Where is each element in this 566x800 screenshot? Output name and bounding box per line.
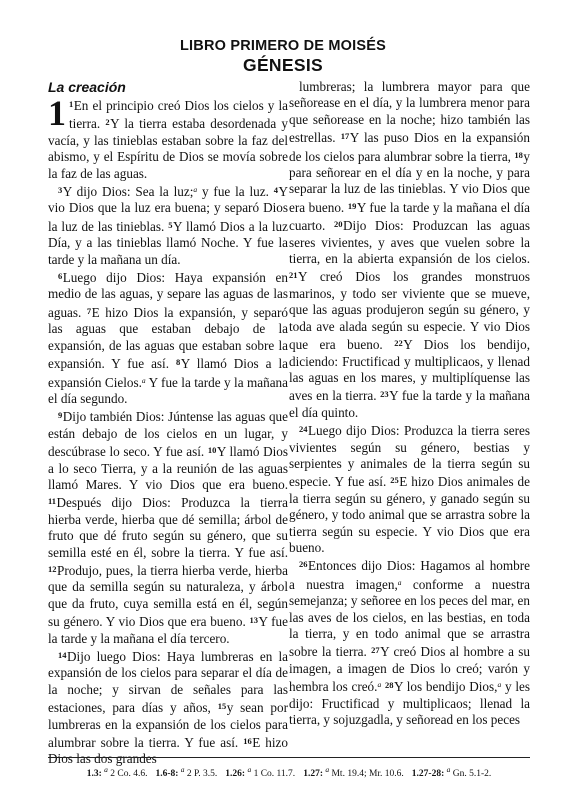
paragraph	[48, 647, 288, 768]
verse-text: Y creó Dios los grandes monstruos marinos, y todo ser viviente que se mueve, que las aguas produjeron según su género, y toda ave alada según su especie. Y vio Dios que era bueno.	[289, 269, 530, 353]
verse-text: Y los bendijo Dios,	[393, 679, 498, 695]
paragraph	[289, 79, 530, 421]
footnote-marker: a	[497, 680, 502, 690]
paragraph	[48, 182, 288, 268]
verse-text: Dijo Dios: Produzcan las aguas seres vivientes, y aves que vuelen sobre la tierra, en la abierta expansión de los cielos.	[289, 218, 531, 267]
book-title: LIBRO PRIMERO DE MOISÉS	[179, 38, 386, 54]
footnote-marker: a	[397, 577, 402, 587]
paragraph	[48, 407, 288, 647]
verse-number: 23	[380, 389, 389, 400]
verse-text: lumbreras; la lumbrera mayor para que señorease en el día, y la lumbrera menor para que señorease en la noche; hizo también las estrellas.	[289, 79, 530, 146]
verse-text: Después dijo Dios: Produzca la tierra hierba verde, hierba que dé semilla; árbol de fruto que dé fruto según su género, que su semilla esté en él, sobre la tierra. Y fue así.	[48, 495, 288, 560]
verse-text: Entonces dijo Dios: Hagamos al hombre a nuestra imagen,	[289, 558, 530, 592]
footnote-marker: a	[247, 765, 252, 774]
verse-text: Y fue la tarde y la mañana el día quinto.	[289, 388, 530, 420]
footnote-text: Gn. 5.1-2.	[452, 769, 492, 779]
verse-number: 16	[243, 736, 252, 747]
footnote-text: 2 Co. 4.6.	[110, 769, 148, 779]
footnote-divider	[48, 757, 530, 758]
footnote-marker: a	[446, 765, 451, 774]
verse-text: Dijo también Dios: Júntense las aguas que están debajo de los cielos en un lugar, y descúbrase lo seco. Y fue así.	[48, 409, 288, 460]
footnote-text: Mt. 19.4; Mr. 10.6.	[331, 769, 404, 779]
verse-number: 1	[69, 99, 74, 109]
section-heading: La creación	[48, 79, 126, 95]
verse-number: 20	[333, 219, 343, 230]
verse-text: Y fue la tarde y la mañana el día cuarto.	[289, 199, 531, 234]
verse-number: 2	[105, 117, 110, 128]
footnote-ref: 1.27-28:	[411, 769, 445, 779]
verse-number: 6	[58, 271, 63, 282]
verse-text: Y fue la tarde y la mañana el día segundo.	[48, 374, 288, 406]
verse-text: Y llamó Dios a la luz Día, y a las tinieblas llamó Noche. Y fue la tarde y la mañana un día.	[48, 218, 288, 267]
verse-text: Luego dijo Dios: Produzca la tierra seres vivientes según su género, bestias y serpientes y animales de la tierra según su especie. Y fue así.	[289, 423, 530, 490]
verse-number: 10	[207, 445, 217, 456]
footnote-marker: a	[180, 765, 185, 774]
verse-number: 18	[514, 149, 523, 160]
verse-number: 21	[289, 270, 298, 281]
verse-text: Y llamó Dios a la expansión Cielos.	[48, 356, 288, 390]
footnote-ref: 1.26:	[225, 769, 246, 779]
verse-number: 15	[217, 701, 227, 712]
verse-text: Y fue la tarde y la mañana el día tercero.	[48, 614, 289, 646]
footnote-marker: a	[325, 765, 330, 774]
verse-number: 12	[48, 563, 57, 574]
verse-text: En el principio creó Dios los cielos y la tierra.	[69, 98, 288, 132]
verse-text: Luego dijo Dios: Haya expansión en medio de las aguas, y separe las aguas de las aguas.	[48, 270, 288, 320]
verse-text: y les dijo: Fructificad y multiplicaos; llenad la tierra, y sojuzgadla, y señoread en los peces	[289, 679, 530, 728]
paragraph	[48, 268, 288, 407]
verse-number: 13	[249, 615, 258, 626]
verse-number: 27	[371, 645, 380, 656]
verse-text: Y Dios los bendijo, diciendo: Fructificad y multiplicaos, y llenad las aguas en los mares, y multiplíquense las aves en la tierra.	[289, 337, 530, 404]
footnote-marker: a	[377, 680, 382, 690]
verse-number: 28	[384, 680, 394, 691]
verse-number: 17	[340, 131, 350, 142]
left-column	[48, 79, 288, 768]
verse-number: 4	[273, 185, 278, 196]
verse-number: 22	[394, 338, 403, 349]
verse-text: y sean por lumbreras en la expansión de los cielos para alumbrar sobre la tierra. Y fue así.	[48, 700, 288, 751]
verse-text: Y vio Dios que la luz era buena; y separó Dios la luz de las tinieblas.	[48, 184, 288, 234]
verse-number: 24	[299, 424, 308, 435]
verse-number: 26	[299, 559, 308, 570]
verse-text: Y llamó Dios a lo seco Tierra, y a la reunión de las aguas llamó Mares. Y vio Dios que era bueno.	[48, 444, 289, 492]
verse-text: conforme a nuestra semejanza; y señoree en los peces del mar, en las aves de los cielos, en las bestias, en toda la tierra, y en todo animal que se arrastra sobre la tierra.	[289, 576, 530, 660]
chapter-number: 1	[48, 93, 66, 133]
verse-number: 19	[347, 200, 357, 211]
verse-text: Dijo luego Dios: Haya lumbreras en la expansión de los cielos para separar el día de la noche; y sirvan de señales para las estaciones, para días y años,	[48, 649, 288, 716]
verse-text: Y las puso Dios en la expansión de los cielos para alumbrar sobre la tierra,	[289, 130, 530, 164]
verse-number: 3	[58, 185, 63, 196]
verse-text: y para señorear en el día y en la noche, y para separar la luz de las tinieblas. Y vio Dios que era bueno.	[289, 148, 530, 215]
book-name: GÉNESIS	[243, 55, 323, 75]
paragraph	[48, 93, 288, 182]
verse-number: 9	[58, 410, 63, 421]
footnote-marker: a	[193, 185, 198, 195]
verse-text: Y la tierra estaba desordenada y vacía, y las tinieblas estaban sobre la faz del abismo, y el Espíritu de Dios se movía sobre la faz de las aguas.	[48, 116, 288, 181]
verse-text: E hizo Dios animales de la tierra según su género, y ganado según su género, y todo animal que se arrastra sobre la tierra según su especie. Y vio Dios que era bueno.	[289, 474, 530, 555]
paragraph	[289, 421, 530, 556]
footnote-ref: 1.3:	[86, 769, 102, 779]
verse-number: 14	[58, 650, 67, 660]
verse-number: 25	[390, 475, 399, 486]
verse-number: 7	[86, 305, 92, 316]
verse-text: Y creó Dios al hombre a su imagen, a imagen de Dios lo creó; varón y hembra los creó.	[289, 644, 530, 695]
footnote-text: 1 Co. 11.7.	[253, 769, 296, 779]
footnote-text: 2 P. 3.5.	[186, 769, 218, 779]
verse-text: E hizo Dios la expansión, y separó las aguas que estaban debajo de la expansión, de las aguas que estaban sobre la expansión. Y fue así.	[48, 304, 288, 372]
verse-text: y fue la luz.	[197, 184, 274, 200]
verse-number: 5	[168, 219, 173, 230]
verse-text: E hizo Dios las dos grandes	[48, 735, 288, 767]
footnote-ref: 1.6-8:	[155, 769, 179, 779]
footnote-marker: a	[104, 765, 108, 774]
footnote-ref: 1.27:	[303, 769, 323, 779]
footnote-marker: a	[141, 375, 146, 385]
verse-number: 11	[48, 496, 57, 507]
paragraph	[289, 556, 530, 728]
verse-number: 8	[176, 357, 181, 368]
verse-text: Y dijo Dios: Sea la luz;	[62, 184, 194, 200]
right-column	[289, 79, 530, 728]
verse-text: Produjo, pues, la tierra hierba verde, hierba que da semilla según su naturaleza, y árbol que da fruto, cuya semilla está en él, según su género. Y vio Dios que era bueno.	[48, 562, 288, 630]
footnotes	[48, 764, 530, 780]
